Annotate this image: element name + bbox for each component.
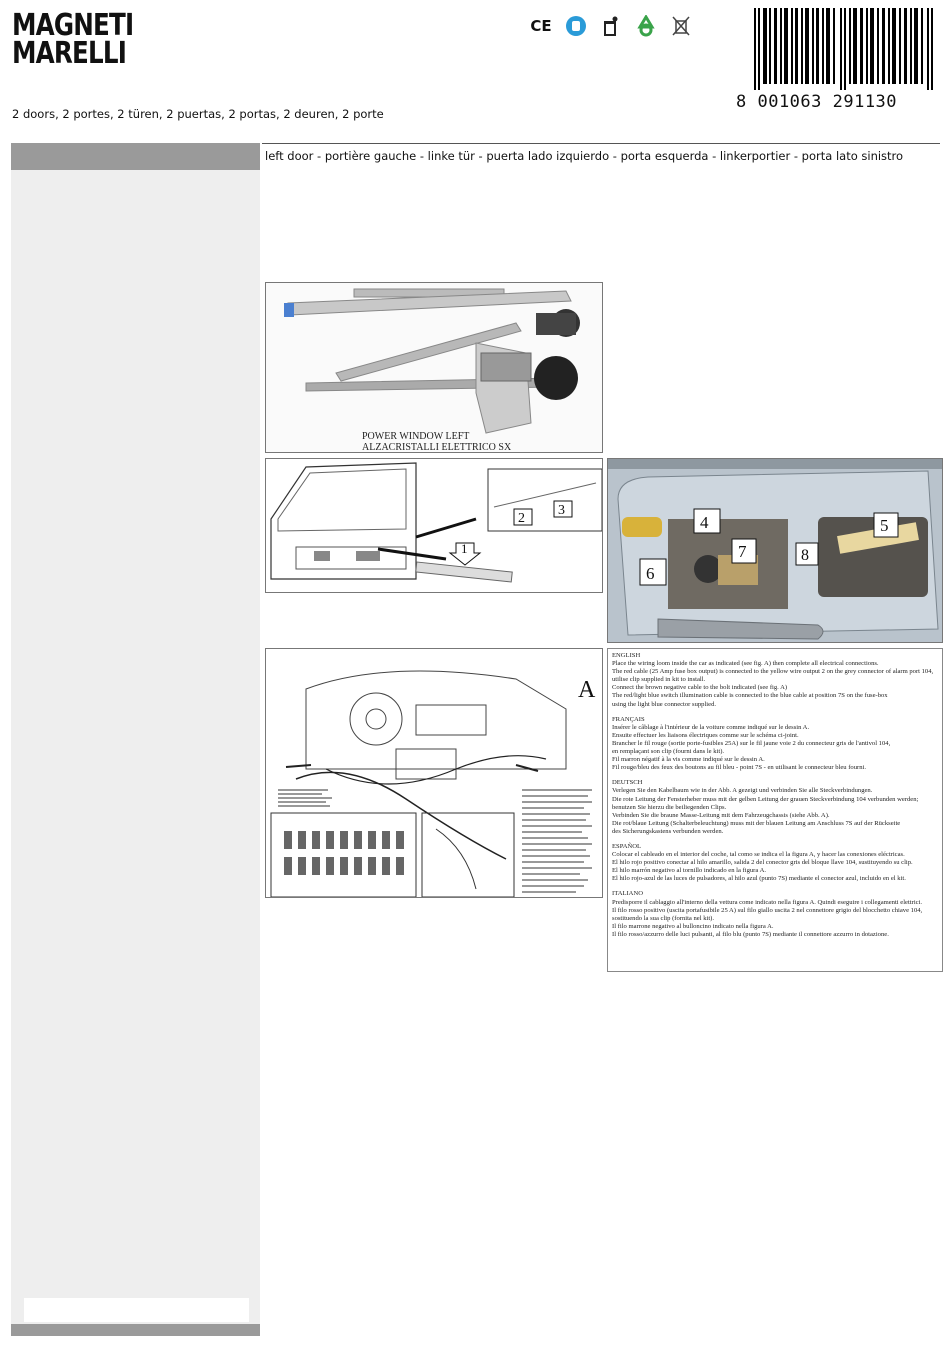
photo-caption-line-2: ALZACRISTALLI ELETTRICO SX xyxy=(362,442,512,453)
instructions-line: Ensuite effectuer les liaisons électriques comme sur le schéma ci-joint. xyxy=(612,731,799,739)
instructions-line: Il filo rosso positivo (uscita portafusibile 25 A) sul filo giallo uscita 2 nel connettore grigio del blocchetto chiave 104, xyxy=(612,906,923,914)
instructions-line: Die rot/blaue Leitung (Schalterbeleuchtung) muss mit der blauen Leitung am Anschluss 7S auf der Rückseite xyxy=(612,819,901,827)
panel-label-6: 6 xyxy=(646,564,655,583)
barcode-number: 8 001063 291130 xyxy=(736,92,898,112)
panel-label-4: 4 xyxy=(700,513,709,532)
instructions-line: Colocar el cableado en el interior del coche, tal como se indica el la figura A, y hacer las conexiones eléctricas. xyxy=(612,851,905,859)
instructions-line: sostituendo la sua clip (fornita nel kit). xyxy=(612,914,714,922)
sidebar-header-bar xyxy=(11,143,260,170)
sidebar-white-box xyxy=(24,1298,249,1322)
instructions-line: Verbinden Sie die braune Masse-Leitung mit dem Fahrzeugchassis (siehe Abb. A). xyxy=(612,811,830,819)
instructions-line: The red/light blue switch illumination cable is connected to the blue cable at position 7S on the fuse-box xyxy=(612,692,888,700)
instructions-line: El hilo rojo positivo conectar al hilo amarillo, salida 2 del conector gris del bloque llave 104, sustituyendo su clip. xyxy=(612,859,913,867)
panel-label-4-arrow xyxy=(694,509,720,533)
trash-bin-icon xyxy=(598,14,624,38)
instructions-line: El hilo marrón negativo al tornillo indicado en la figura A. xyxy=(612,867,766,875)
instructions-line: Connect the brown negative cable to the bolt indicated (see fig. A) xyxy=(612,684,788,692)
certification-icons xyxy=(528,14,694,38)
instructions-line: des Sicherungskastens verbunden werden. xyxy=(612,827,724,835)
panel-label-6-arrow xyxy=(640,559,666,585)
wiring-diagram-a xyxy=(265,648,603,898)
panel-label-8: 8 xyxy=(801,547,809,564)
instructions-line: Il filo rosso/azzurro delle luci pulsanti, al filo blu (punto 7S) mediante il connettore azzurro in dotazione. xyxy=(612,930,889,938)
instructions-line: Die rote Leitung der Fensterheber muss mit der gelben Leitung der grauen Steckverbindung 104 verbunden werden; xyxy=(612,795,919,803)
brand-line-1: MAGNETI xyxy=(12,8,134,43)
instructions-panel xyxy=(607,648,943,972)
instructions-line: Place the wiring loom inside the car as indicated (see fig. A) then complete all electrical connections. xyxy=(612,660,879,668)
diagram-label-2: 2 xyxy=(518,511,525,526)
instructions-deutsch xyxy=(612,779,938,836)
header-rule xyxy=(262,143,940,144)
instructions-line: The red cable (25 Amp fuse box output) is connected to the yellow wire output 2 on the grey connector of alarm port 104, xyxy=(612,668,934,676)
door-panel-photo xyxy=(607,458,943,643)
photo-caption-line-1: POWER WINDOW LEFT xyxy=(362,431,470,442)
instructions-line: El hilo rojo-azul de las luces de pulsadores, al hilo azul (punto 7S) mediante el conector azul, incluido en el kit. xyxy=(612,875,906,883)
instructions-line: Fil marron négatif à la vis comme indiqué sur le dessin A. xyxy=(612,756,765,764)
panel-label-7-arrow xyxy=(732,539,756,563)
panel-label-7: 7 xyxy=(738,542,747,561)
instructions-line: en remplaçant son clip (fourni dans le kit). xyxy=(612,748,725,756)
sidebar-footer-bar xyxy=(11,1324,260,1336)
brand-line-2: MARELLI xyxy=(12,36,127,71)
instructions-heading: ENGLISH xyxy=(612,652,641,659)
door-installation-diagram xyxy=(265,458,603,593)
ce-mark-label: CE xyxy=(530,17,552,35)
instructions-line: Insérer le câblage à l'intérieur de la voiture comme indiqué sur le dessin A. xyxy=(612,723,810,731)
doors-line: 2 doors, 2 portes, 2 türen, 2 puertas, 2 portas, 2 deuren, 2 porte xyxy=(12,107,384,121)
panel-label-5: 5 xyxy=(880,516,889,535)
barcode xyxy=(736,8,938,118)
instructions-line: Fil rouge/bleu des feux des boutons au fil bleu - point 7S - en utilisant le connecteur bleu fourni. xyxy=(612,764,866,772)
ce-mark-icon xyxy=(528,14,554,38)
power-window-photo xyxy=(265,282,603,453)
instructions-italiano xyxy=(612,890,938,939)
barcode-bars xyxy=(754,8,934,90)
wiring-diagram-letter: A xyxy=(578,677,596,703)
instructions-heading: DEUTSCH xyxy=(612,779,643,787)
crossed-bin-icon xyxy=(668,14,694,38)
brand-logo xyxy=(12,8,134,74)
instructions-line: using the light blue connector supplied. xyxy=(612,700,717,708)
panel-label-8-arrow xyxy=(796,543,818,565)
diagram-label-3: 3 xyxy=(558,503,565,518)
recycle-icon xyxy=(633,14,659,38)
instructions-line: Predisporre il cablaggio all'interno della vettura come indicato nella figura A. Quindi eseguire i collegamenti elettrici. xyxy=(612,898,923,906)
instructions-francais xyxy=(612,716,938,773)
instructions-espanol xyxy=(612,843,938,883)
instructions-line: Verlegen Sie den Kabelbaum wie in der Abb. A gezeigt und verbinden Sie alle Steckverbindungen. xyxy=(612,787,873,795)
instructions-line: utilise clip supplied in kit to install. xyxy=(612,676,706,684)
diagram-label-2-arrow xyxy=(514,509,532,526)
instructions-line: Brancher le fil rouge (sortie porte-fusibles 25A) sur le fil jaune voie 2 du connecteur gris de l'antivol 104, xyxy=(612,739,891,747)
instructions-line: Il filo marrone negativo al bulloncino indicato nella figura A. xyxy=(612,922,774,930)
panel-label-5-arrow xyxy=(874,513,898,537)
diagram-label-1: 1 xyxy=(461,541,468,556)
instructions-heading: ITALIANO xyxy=(612,890,643,898)
left-sidebar xyxy=(11,143,260,1336)
door-side-line: left door - portière gauche - linke tür - puerta lado izquierdo - porta esquerda - linkerportier - porta lato sinistro xyxy=(265,149,904,163)
instructions-english xyxy=(612,652,938,709)
diagram-label-3-arrow xyxy=(554,501,572,518)
instructions-heading: ESPAÑOL xyxy=(612,842,642,850)
instructions-line: benutzen Sie hierzu die beiliegenden Clips. xyxy=(612,803,727,811)
instructions-heading: FRANÇAIS xyxy=(612,715,645,723)
hand-icon xyxy=(563,14,589,38)
